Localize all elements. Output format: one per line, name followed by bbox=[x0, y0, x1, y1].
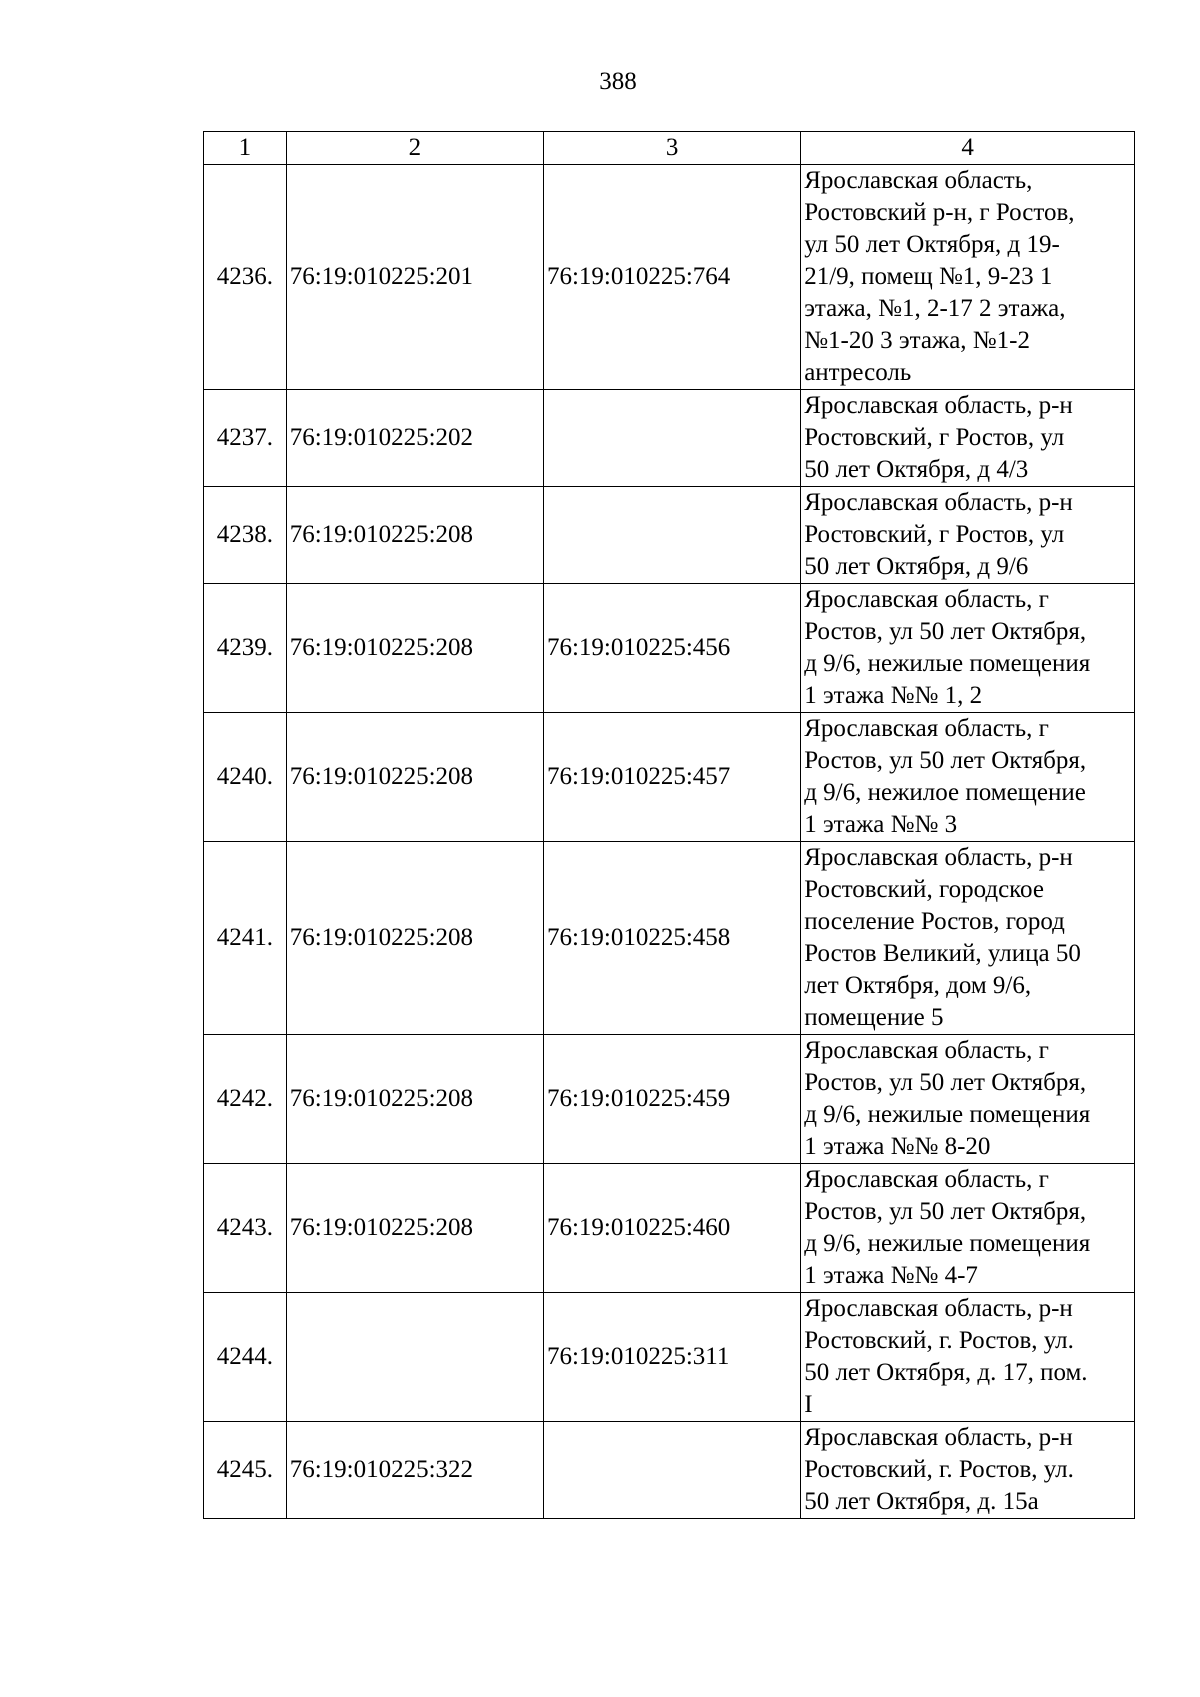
address-line: лет Октября, дом 9/6, bbox=[804, 972, 1032, 999]
cadastral-number-cell: 76:19:010225:208 bbox=[286, 842, 543, 1035]
address-line: Ростовский, г Ростов, ул bbox=[804, 424, 1065, 451]
column-header-1: 1 bbox=[204, 132, 287, 165]
address-line: д 9/6, нежилые помещения bbox=[804, 650, 1091, 677]
table-row bbox=[204, 1035, 1135, 1164]
address-line: Ярославская область, г bbox=[804, 715, 1049, 742]
address-line: Ростов, ул 50 лет Октября, bbox=[804, 1198, 1087, 1225]
address-line: Ярославская область, г bbox=[804, 1037, 1049, 1064]
address-line: 50 лет Октября, д 9/6 bbox=[804, 553, 1029, 580]
address-line: Ярославская область, bbox=[804, 167, 1033, 194]
address-line: Ярославская область, р-н bbox=[804, 1295, 1073, 1322]
address-line: 1 этажа №№ 4-7 bbox=[804, 1262, 978, 1289]
address-line: антресоль bbox=[804, 359, 912, 386]
row-number: 4238. bbox=[204, 487, 287, 584]
row-number: 4242. bbox=[204, 1035, 287, 1164]
address-line: 50 лет Октября, д 4/3 bbox=[804, 456, 1029, 483]
table-row bbox=[204, 584, 1135, 713]
address-cell bbox=[801, 584, 1135, 713]
address-line: Ярославская область, р-н bbox=[804, 844, 1073, 871]
address-cell bbox=[801, 390, 1135, 487]
object-number-cell: 76:19:010225:457 bbox=[543, 713, 800, 842]
address-line: Ростов, ул 50 лет Октября, bbox=[804, 1069, 1087, 1096]
address-line: №1-20 3 этажа, №1-2 bbox=[804, 327, 1030, 354]
object-number-cell: 76:19:010225:456 bbox=[543, 584, 800, 713]
row-number: 4243. bbox=[204, 1164, 287, 1293]
address-line: д 9/6, нежилые помещения bbox=[804, 1101, 1091, 1128]
cadastral-number-cell: 76:19:010225:202 bbox=[286, 390, 543, 487]
table-row bbox=[204, 487, 1135, 584]
table-row bbox=[204, 1164, 1135, 1293]
row-number: 4239. bbox=[204, 584, 287, 713]
table-row bbox=[204, 390, 1135, 487]
address-line: Ростовский, г Ростов, ул bbox=[804, 521, 1065, 548]
address-line: 1 этажа №№ 1, 2 bbox=[804, 682, 983, 709]
address-line: 1 этажа №№ 3 bbox=[804, 811, 958, 838]
address-line: 50 лет Октября, д. 15а bbox=[804, 1488, 1039, 1515]
address-line: Ростов, ул 50 лет Октября, bbox=[804, 618, 1087, 645]
object-number-cell: 76:19:010225:459 bbox=[543, 1035, 800, 1164]
address-line: Ростов Великий, улица 50 bbox=[804, 940, 1081, 967]
address-line: Ростовский, г. Ростов, ул. bbox=[804, 1327, 1074, 1354]
address-cell bbox=[801, 1422, 1135, 1519]
table-row bbox=[204, 165, 1135, 390]
address-line: д 9/6, нежилые помещения bbox=[804, 1230, 1091, 1257]
address-line: ул 50 лет Октября, д 19- bbox=[804, 231, 1060, 258]
row-number: 4240. bbox=[204, 713, 287, 842]
cadastral-number-cell: 76:19:010225:201 bbox=[286, 165, 543, 390]
address-cell bbox=[801, 1293, 1135, 1422]
cadastral-number-cell: 76:19:010225:208 bbox=[286, 584, 543, 713]
address-cell bbox=[801, 1035, 1135, 1164]
address-line: 50 лет Октября, д. 17, пом. bbox=[804, 1359, 1088, 1386]
cadastral-number-cell: 76:19:010225:208 bbox=[286, 1164, 543, 1293]
cadastral-number-cell: 76:19:010225:208 bbox=[286, 487, 543, 584]
object-number-cell: 76:19:010225:311 bbox=[543, 1293, 800, 1422]
row-number: 4237. bbox=[204, 390, 287, 487]
registry-table bbox=[203, 131, 1135, 1519]
page-number: 388 bbox=[599, 68, 637, 95]
address-line: Ростовский р-н, г Ростов, bbox=[804, 199, 1075, 226]
column-header-3: 3 bbox=[543, 132, 800, 165]
row-number: 4244. bbox=[204, 1293, 287, 1422]
address-line: Ростов, ул 50 лет Октября, bbox=[804, 747, 1087, 774]
address-cell bbox=[801, 1164, 1135, 1293]
row-number: 4241. bbox=[204, 842, 287, 1035]
row-number: 4236. bbox=[204, 165, 287, 390]
address-line: этажа, №1, 2-17 2 этажа, bbox=[804, 295, 1066, 322]
address-line: Ярославская область, р-н bbox=[804, 489, 1073, 516]
address-line: Ярославская область, г bbox=[804, 1166, 1049, 1193]
column-header-4: 4 bbox=[801, 132, 1135, 165]
table-row bbox=[204, 842, 1135, 1035]
address-line: д 9/6, нежилое помещение bbox=[804, 779, 1086, 806]
table-header-row bbox=[204, 132, 1135, 165]
table-row bbox=[204, 713, 1135, 842]
address-line: 21/9, помещ №1, 9-23 1 bbox=[804, 263, 1053, 290]
cadastral-number-cell: 76:19:010225:208 bbox=[286, 1035, 543, 1164]
object-number-cell bbox=[543, 390, 800, 487]
address-line: Ростовский, городское bbox=[804, 876, 1044, 903]
address-line: Ярославская область, р-н bbox=[804, 1424, 1073, 1451]
object-number-cell bbox=[543, 1422, 800, 1519]
table-row bbox=[204, 1293, 1135, 1422]
address-cell bbox=[801, 713, 1135, 842]
address-line: Ростовский, г. Ростов, ул. bbox=[804, 1456, 1074, 1483]
object-number-cell bbox=[543, 487, 800, 584]
cadastral-number-cell bbox=[286, 1293, 543, 1422]
table-row bbox=[204, 1422, 1135, 1519]
address-cell bbox=[801, 487, 1135, 584]
address-cell bbox=[801, 165, 1135, 390]
object-number-cell: 76:19:010225:460 bbox=[543, 1164, 800, 1293]
address-line: поселение Ростов, город bbox=[804, 908, 1065, 935]
column-header-2: 2 bbox=[286, 132, 543, 165]
row-number: 4245. bbox=[204, 1422, 287, 1519]
object-number-cell: 76:19:010225:458 bbox=[543, 842, 800, 1035]
address-line: помещение 5 bbox=[804, 1004, 944, 1031]
address-line: I bbox=[804, 1391, 813, 1418]
address-cell bbox=[801, 842, 1135, 1035]
object-number-cell: 76:19:010225:764 bbox=[543, 165, 800, 390]
cadastral-number-cell: 76:19:010225:208 bbox=[286, 713, 543, 842]
table-body bbox=[204, 165, 1135, 1519]
address-line: Ярославская область, р-н bbox=[804, 392, 1073, 419]
cadastral-number-cell: 76:19:010225:322 bbox=[286, 1422, 543, 1519]
address-line: 1 этажа №№ 8-20 bbox=[804, 1133, 991, 1160]
address-line: Ярославская область, г bbox=[804, 586, 1049, 613]
